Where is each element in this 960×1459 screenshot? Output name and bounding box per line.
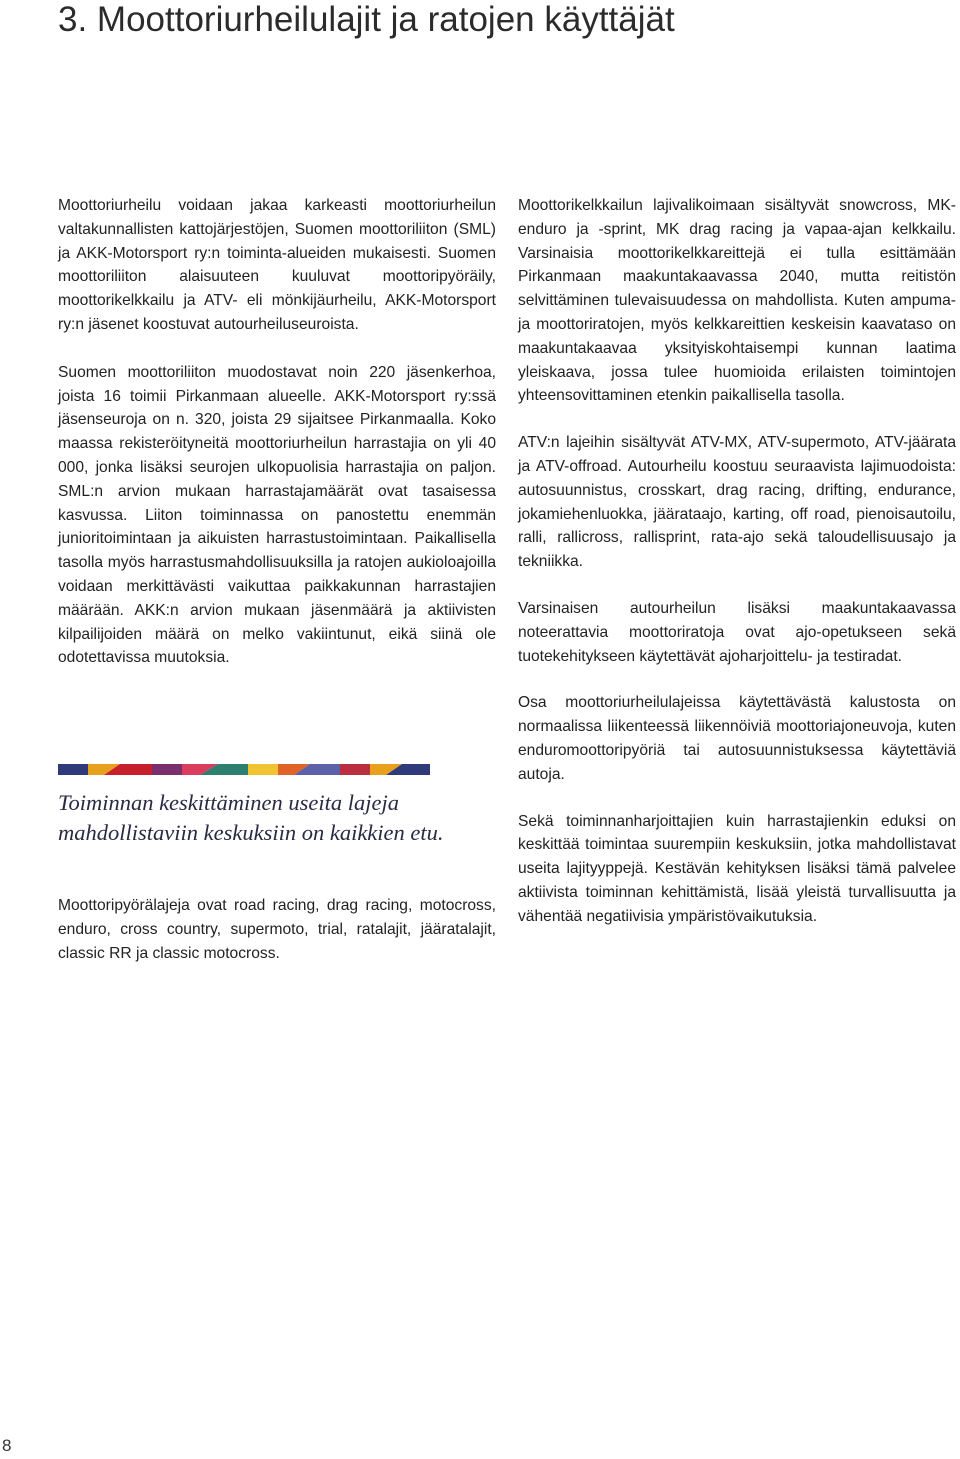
strip-segment bbox=[58, 764, 88, 775]
strip-segment bbox=[152, 764, 182, 775]
right-column bbox=[518, 194, 956, 929]
chapter-title: 3. Moottoriurheilulajit ja ratojen käyttäjät bbox=[58, 0, 675, 39]
test-tracks-paragraph: Varsinaisen autourheilun lisäksi maakuntakaavassa noteerattavia moottoriratoja ovat ajo-opetukseen sekä tuotekehitykseen käytettävät ajoharjoittelu- ja testiradat. bbox=[518, 599, 956, 665]
page-number: 8 bbox=[2, 1436, 12, 1455]
pull-quote bbox=[58, 788, 498, 848]
pull-quote-line: mahdollistaviin keskuksiin on kaikkien etu. bbox=[58, 820, 444, 845]
left-column bbox=[58, 194, 496, 670]
membership-paragraph: Suomen moottoriliiton muodostavat noin 220 jäsenkerhoa, joista 16 toimii Pirkanmaan alueelle. AKK-Motorsport ry:ssä jäsenseuroja on n. 320, joista 29 sijaitsee Pirkanmaalla. Koko maassa rekisteröityneitä moottoriurheilun harrastajia on yli 40 000, jonka lisäksi seurojen ulkopuolisia harrastajia on paljon. SML:n arvion mukaan harrastajamäärät ovat tasaisessa kasvussa. Liiton toiminnassa on panostettu enemmän junioritoimintaan ja aikuisten harrastustoimintaan. Paikallisella tasolla myös harrastusmahdollisuuksilla ja ratojen aukioloajoilla voidaan merkittävästi vaikuttaa paikkakunnan harrastajien määrään. AKK:n arvion mukaan jäsenmäärä ja aktiivisten kilpailijoiden määrä on melko vakiintunut, eikä siinä ole odotettavissa muutoksia. bbox=[58, 363, 496, 667]
vehicles-paragraph: Osa moottoriurheilulajeissa käytettävästä kalustosta on normaalissa liikenteessä liikennöiviä moottoriajoneuvoja, kuten enduromoottoripyöriä tai autosuunnistuksessa käytettäviä autoja. bbox=[518, 694, 956, 783]
intro-paragraph: Moottoriurheilu voidaan jakaa karkeasti moottoriurheilun valtakunnallisten kattojärjestöjen, Suomen moottoriliiton (SML) ja AKK-Motorsport ry:n toiminta-alueiden mukaisesti. Suomen moottoriliiton alaisuuteen kuuluvat moottoripyöräily, moottorikelkkailu ja ATV- eli mönkijäurheilu, AKK-Motorsport ry:n jäsenet koostuvat autourheiluseuroista. bbox=[58, 197, 496, 333]
atv-paragraph: ATV:n lajeihin sisältyvät ATV-MX, ATV-supermoto, ATV-jäärata ja ATV-offroad. Autourheilu koostuu seuraavista lajimuodoista: autosuunnistus, crosskart, drag racing, drifting, endurance, jokamiehenluokka, jäärataajo, karting, off road, pienoisautoilu, ralli, rallicross, rallisprint, rata-ajo sekä taloudellisuusajo ja tekniikka. bbox=[518, 434, 956, 571]
motorcycle-disciplines-paragraph: Moottoripyörälajeja ovat road racing, drag racing, motocross, enduro, cross country, supermoto, trial, ratalajit, jääratalajit, classic RR ja classic motocross. bbox=[58, 897, 496, 962]
strip-segment bbox=[340, 764, 370, 775]
strip-segment bbox=[248, 764, 278, 775]
centralization-paragraph: Sekä toiminnanharjoittajien kuin harrastajienkin eduksi on keskittää toimintaa suurempiin keskuksiin, jotka mahdollistavat useita lajityyppejä. Kestävän kehityksen lisäksi tämä palvelee aktiivista toiminnan kehittämistä, lisää yleistä turvallisuutta ja vähentää negatiivisia ympäristövaikutuksia. bbox=[518, 812, 956, 925]
motorcycle-disciplines-block bbox=[58, 894, 496, 965]
decorative-color-strip bbox=[58, 764, 430, 775]
pull-quote-line: Toiminnan keskittäminen useita lajeja bbox=[58, 790, 400, 815]
snowmobile-paragraph: Moottorikelkkailun lajivalikoimaan sisältyvät snowcross, MK-enduro ja -sprint, MK drag racing ja vapaa-ajan kelkkailu. Varsinaisia moottorikelkkareittejä ei tulla esittämään Pirkanmaan maakuntakaavassa 2040, mutta reitistön selvittäminen tulevaisuudessa on mahdollista. Kuten ampuma- ja moottoriratojen, myös kelkkareittien keskeisin kaavataso on maakuntakaavaa yksityiskohtaisempi kunnan laatima yleiskaava, jossa tulee huomioida erilaisten toimintojen yhteensovittaminen etenkin paikallisella tasolla. bbox=[518, 197, 956, 405]
